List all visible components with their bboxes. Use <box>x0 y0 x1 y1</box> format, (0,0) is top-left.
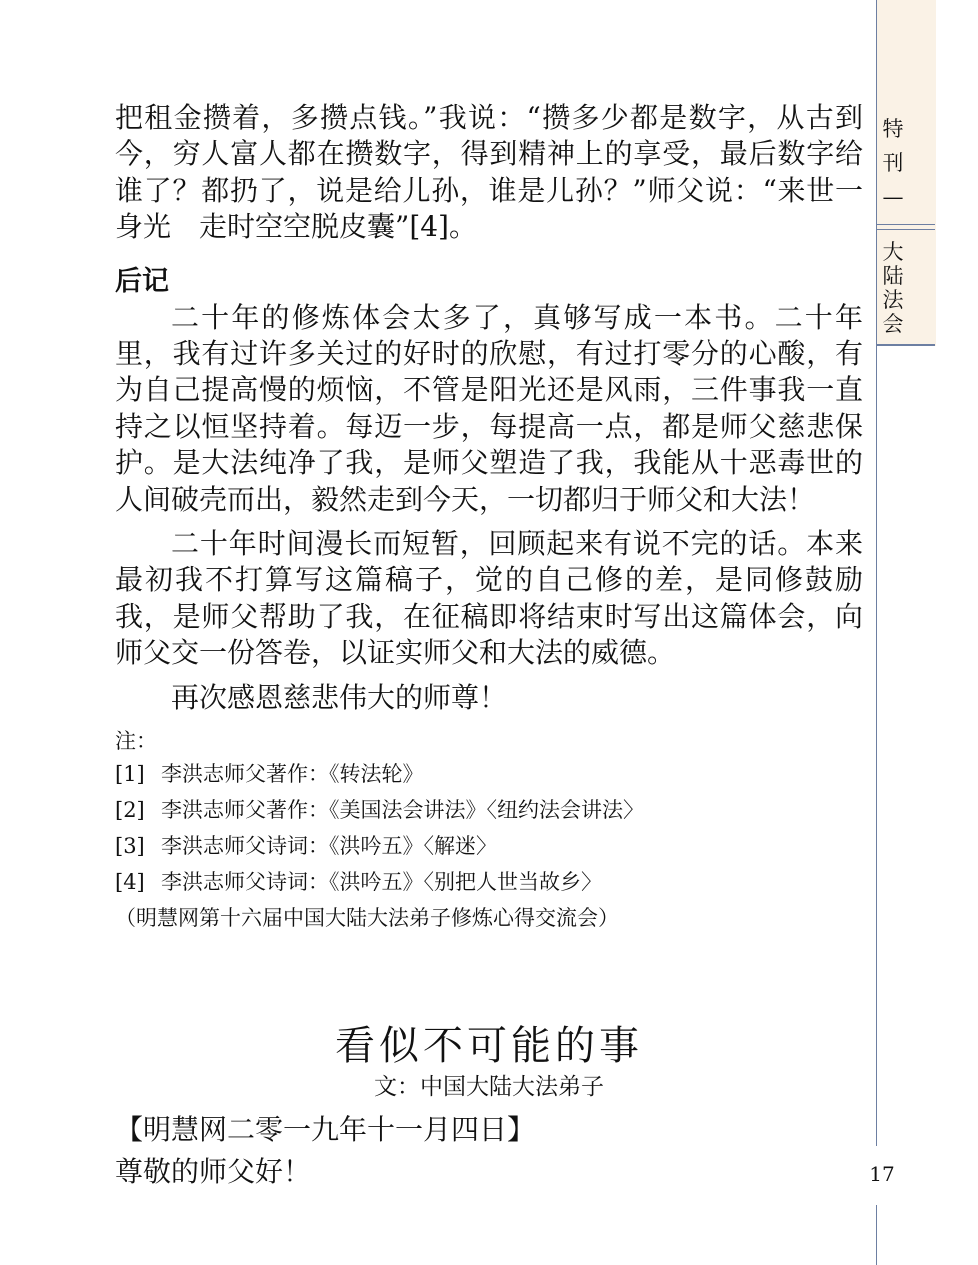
note-item <box>115 864 863 900</box>
note-text: 李洪志师父著作：《美国法会讲法》〈纽约法会讲法〉 <box>161 798 644 823</box>
notes-label: 注： <box>115 729 157 754</box>
article-byline: 文：中国大陆大法弟子 <box>374 1074 604 1100</box>
tab-char: 特 <box>882 117 904 141</box>
article-body <box>115 100 863 936</box>
tab-char: 法 <box>882 288 904 312</box>
source-note: （明慧网第十六届中国大陆大法弟子修炼心得交流会） <box>115 906 619 931</box>
article-title: 看似不可能的事 <box>335 1023 643 1069</box>
margin-rule-upper <box>876 346 877 1146</box>
tab-label-special-issue <box>876 112 910 214</box>
note-item <box>115 828 863 864</box>
note-number: [3] <box>115 834 145 859</box>
tab-char: 陆 <box>882 264 904 288</box>
tab-divider-secondary <box>876 229 935 230</box>
note-number: [1] <box>115 762 145 787</box>
note-number: [2] <box>115 798 145 823</box>
note-item <box>115 792 863 828</box>
tab-char: 大 <box>882 240 904 264</box>
tab-char: — <box>882 185 904 209</box>
tab-char: 刊 <box>882 151 904 175</box>
tab-label-mainland-conference <box>876 240 910 336</box>
margin-rule-lower <box>876 1205 877 1265</box>
note-text: 李洪志师父诗词：《洪吟五》〈解迷〉 <box>161 834 497 859</box>
tab-bottom-border <box>876 344 935 346</box>
note-text: 李洪志师父诗词：《洪吟五》〈别把人世当故乡〉 <box>161 870 602 895</box>
note-text: 李洪志师父著作：《转法轮》 <box>161 762 424 787</box>
section-heading-postscript: 后记 <box>115 265 169 297</box>
article-date: 【明慧网二零一九年十一月四日】 <box>115 1113 536 1146</box>
tab-divider <box>876 224 935 225</box>
paragraph-thanks: 再次感恩慈悲伟大的师尊！ <box>171 680 508 714</box>
paragraph-postscript-2: 二十年时间漫长而短暂，回顾起来有说不完的话。本来最初我不打算写这篇稿子，觉的自己修的差，是同修鼓励我，是师父帮助了我，在征稿即将结束时写出这篇体会，向师父交一份答卷，以证实师父和大法的威德。 <box>115 527 863 670</box>
note-number: [4] <box>115 870 145 895</box>
article-greeting: 尊敬的师父好！ <box>115 1155 312 1188</box>
note-item <box>115 756 863 792</box>
tab-char: 会 <box>882 312 904 336</box>
page-number: 17 <box>869 1162 895 1186</box>
paragraph-continued: 把租金攒着，多攒点钱。”我说：“攒多少都是数字，从古到今，穷人富人都在攒数字，得到精神上的享受，最后数字给谁了？都扔了，说是给儿孙，谁是儿孙？”师父说：“来世一身光 走时空空脱皮囊”[4]。 <box>115 101 863 244</box>
paragraph-postscript-1: 二十年的修炼体会太多了，真够写成一本书。二十年里，我有过许多关过的好时的欣慰，有过打零分的心酸，有为自己提高慢的烦恼，不管是阳光还是风雨，三件事我一直持之以恒坚持着。每迈一步，每提高一点，都是师父慈悲保护。是大法纯净了我，是师父塑造了我，我能从十恶毒世的人间破壳而出，毅然走到今天，一切都归于师父和大法！ <box>115 300 863 516</box>
